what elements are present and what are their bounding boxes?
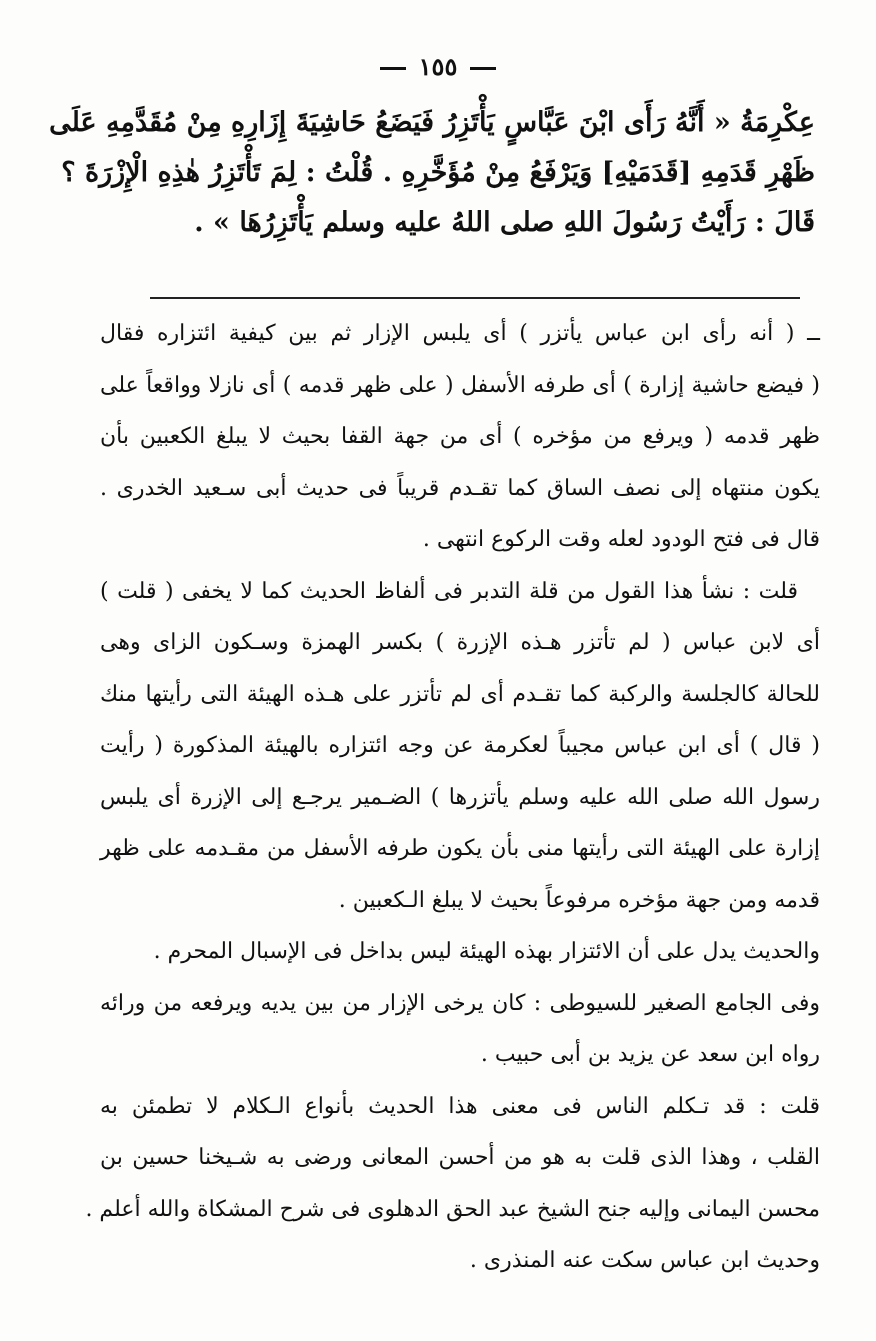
commentary-line: قدمه ومن جهة مؤخره مرفوعاً بحيث لا يبلغ الـكعبين . bbox=[338, 887, 820, 913]
commentary-line: قلت : قد تـكلم الناس فى معنى هذا الحديث بأنواع الـكلام لا تطمئن به bbox=[100, 1093, 820, 1119]
commentary-line: محسن اليمانى وإليه جنح الشيخ عبد الحق الدهلوى فى شرح المشكاة والله أعلم . bbox=[85, 1196, 820, 1222]
commentary-text bbox=[85, 308, 820, 1287]
commentary-line: يكون منتهاه إلى نصف الساق كما تقـدم قريباً فى حديث أبى سـعيد الخدرى . bbox=[100, 475, 820, 501]
hadith-text bbox=[49, 98, 815, 248]
commentary-line: وحديث ابن عباس سكت عنه المنذرى . bbox=[469, 1248, 820, 1273]
page-number-dash-left bbox=[380, 67, 406, 70]
page-number-dash-right bbox=[470, 67, 496, 70]
page-number bbox=[0, 52, 876, 82]
commentary-line: للحالة كالجلسة والركبة كما تقـدم أى لم تأتزر على هـذه الهيئة التى رأيتها منك bbox=[100, 681, 820, 707]
commentary-line: رواه ابن سعد عن يزيد بن أبى حبيب . bbox=[480, 1042, 820, 1067]
commentary-line: ( فيضع حاشية إزارة ) أى طرفه الأسفل ( على ظهر قدمه ) أى نازلا وواقعاً على bbox=[100, 372, 820, 398]
commentary-line: القلب ، وهذا الذى قلت به هو من أحسن المعانى ورضى به شـيخنا حسين بن bbox=[100, 1145, 820, 1170]
commentary-line: إزارة على الهيئة التى رأيتها منى بأن يكون طرفه الأسفل من مقـدمه على ظهر bbox=[100, 836, 820, 861]
hadith-line: عِكْرِمَةُ « أَنَّهُ رَأَى ابْنَ عَبَّاسٍ يَأْتَزِرُ فَيَضَعُ حَاشِيَةَ إِزَارِهِ مِنْ مُقَدَّمِهِ عَلَى bbox=[49, 107, 815, 138]
commentary-line: وفى الجامع الصغير للسيوطى : كان يرخى الإزار من بين يديه ويرفعه من ورائه bbox=[100, 990, 820, 1016]
footnote-separator bbox=[150, 297, 800, 299]
commentary-line: ظهر قدمه ( ويرفع من مؤخره ) أى من جهة القفا بحيث لا يبلغ الكعبين بأن bbox=[100, 424, 820, 449]
commentary-line: أى لابن عباس ( لم تأتزر هـذه الإزرة ) بكسر الهمزة وسـكون الزاى وهى bbox=[100, 630, 820, 655]
commentary-line: قال فى فتح الودود لعله وقت الركوع انتهى . bbox=[422, 527, 820, 552]
commentary-line: ــ ( أنه رأى ابن عباس يأتزر ) أى يلبس الإزار ثم بين كيفية ائتزاره فقال bbox=[100, 321, 820, 346]
hadith-line: قَالَ : رَأَيْتُ رَسُولَ اللهِ صلى اللهُ عليه وسلم يَأْتَزِرُهَا » . bbox=[194, 207, 815, 238]
commentary-line: ( قال ) أى ابن عباس مجيباً لعكرمة عن وجه ائتزاره بالهيئة المذكورة ( رأيت bbox=[100, 733, 820, 758]
commentary-line: قلت : نشأ هذا القول من قلة التدبر فى ألفاظ الحديث كما لا يخفى ( قلت ) bbox=[100, 578, 798, 604]
hadith-line: ظَهْرِ قَدَمِهِ [قَدَمَيْهِ] وَيَرْفَعُ مِنْ مُؤَخَّرِهِ . قُلْتُ : لِمَ تَأْتَزِرُ هٰذِهِ الْإِزْرَةَ ؟ bbox=[61, 157, 815, 188]
page-number-value: ١٥٥ bbox=[418, 52, 458, 81]
commentary-line: والحديث يدل على أن الائتزار بهذه الهيئة ليس بداخل فى الإسبال المحرم . bbox=[153, 939, 820, 964]
commentary-line: رسول الله صلى الله عليه وسلم يأتزرها ) الضـمير يرجـع إلى الإزرة أى يلبس bbox=[100, 784, 820, 810]
